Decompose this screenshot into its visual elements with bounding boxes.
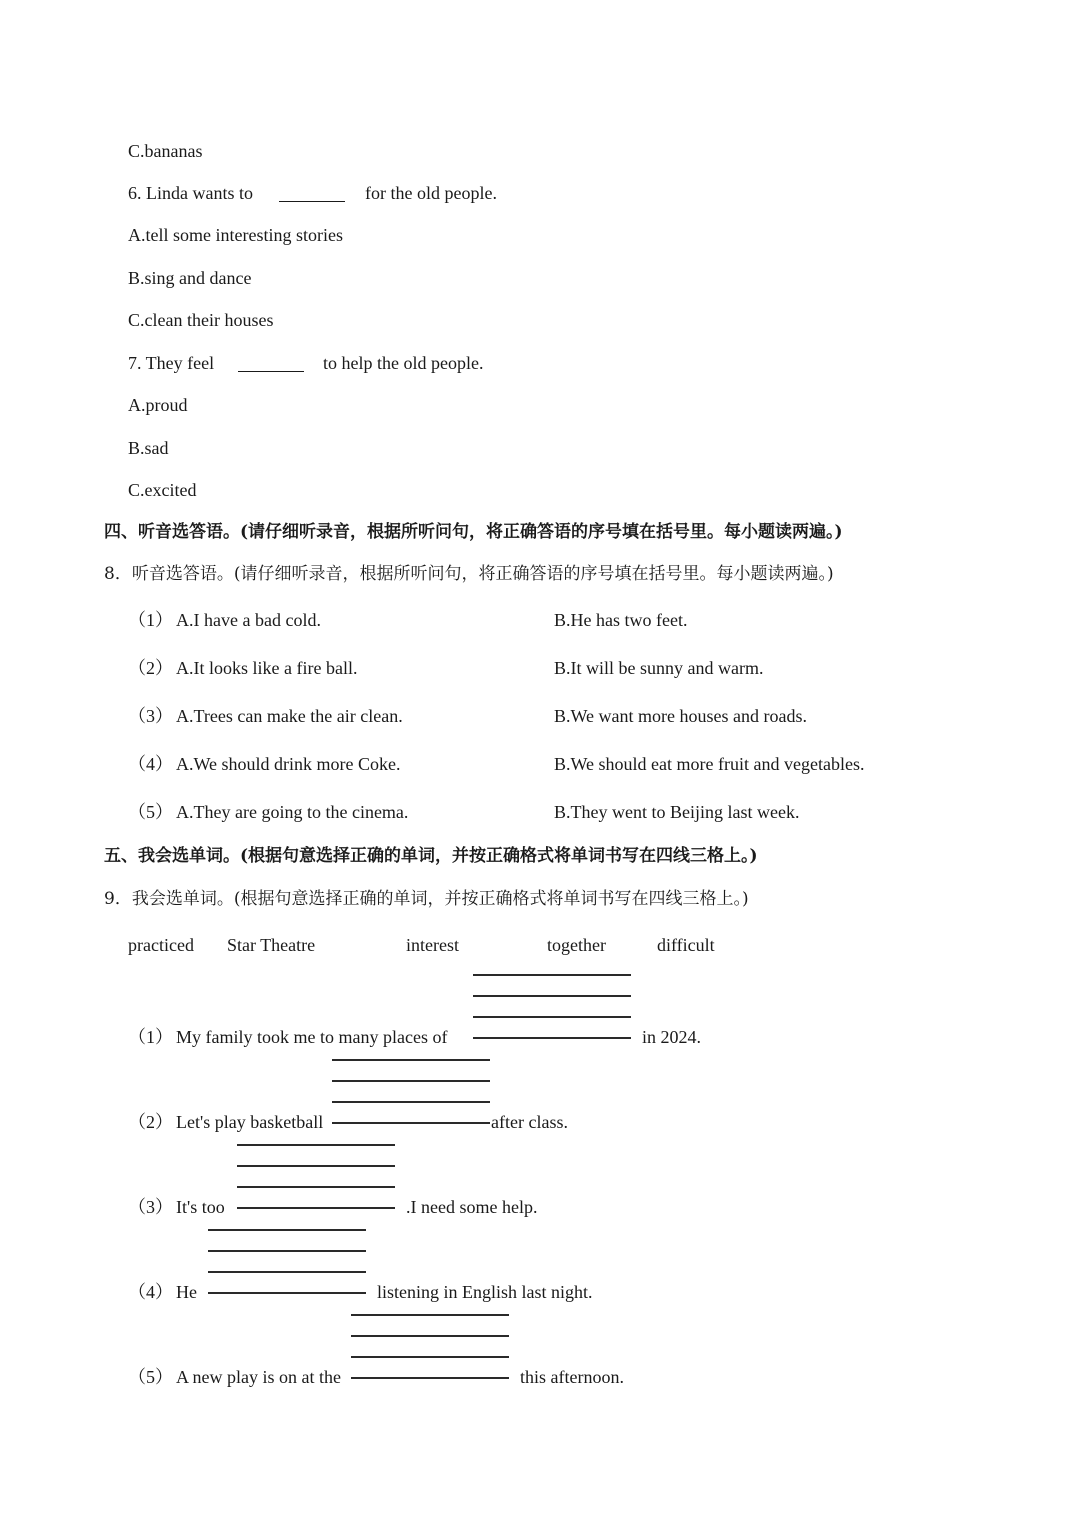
grid-line — [208, 1292, 366, 1294]
grid-line — [237, 1186, 395, 1188]
grid-line — [332, 1101, 490, 1103]
s5-item5-before: A new play is on at the — [176, 1367, 341, 1387]
s5-item1-after: in 2024. — [642, 1027, 702, 1047]
grid-line — [351, 1377, 509, 1379]
q6-option-c: C.clean their houses — [128, 310, 274, 330]
s4-item5-option-a[interactable]: A.They are going to the cinema. — [176, 802, 409, 822]
q7-option-b: B.sad — [128, 438, 169, 458]
q7-prefix: 7. They feel — [128, 353, 215, 373]
s5-item3-after: .I need some help. — [406, 1197, 538, 1217]
s5-item3-before: It's too — [176, 1197, 225, 1217]
s5-item1-before: My family took me to many places of — [176, 1027, 448, 1047]
grid-line — [351, 1335, 509, 1337]
grid-line — [237, 1165, 395, 1167]
q6-option-a: A.tell some interesting stories — [128, 225, 343, 245]
s5-item2-before: Let's play basketball — [176, 1112, 324, 1132]
q7-option-a: A.proud — [128, 395, 188, 415]
q7-suffix: to help the old people. — [323, 353, 484, 373]
grid-line — [208, 1250, 366, 1252]
word-bank-difficult: difficult — [657, 935, 715, 955]
s4-item1-option-b[interactable]: B.He has two feet. — [554, 610, 688, 630]
s4-item5-option-b[interactable]: B.They went to Beijing last week. — [554, 802, 800, 822]
word-bank-together: together — [547, 935, 606, 955]
grid-line — [332, 1059, 490, 1061]
q6-suffix: for the old people. — [365, 183, 497, 203]
section5-question: 9．我会选单词。(根据句意选择正确的单词，并按正确格式将单词书写在四线三格上。) — [104, 889, 749, 909]
grid-line — [208, 1229, 366, 1231]
s4-item4-option-a[interactable]: A.We should drink more Coke. — [176, 754, 401, 774]
q7-option-c: C.excited — [128, 480, 197, 500]
s5-item1-num: （1） — [128, 1027, 173, 1047]
s4-item1-option-a[interactable]: A.I have a bad cold. — [176, 610, 321, 630]
s4-item2-option-a[interactable]: A.It looks like a fire ball. — [176, 658, 358, 678]
word-bank-star-theatre: Star Theatre — [227, 935, 316, 955]
grid-line — [332, 1080, 490, 1082]
section5-heading: 五、我会选单词。(根据句意选择正确的单词，并按正确格式将单词书写在四线三格上。) — [104, 846, 758, 866]
grid-line — [332, 1122, 490, 1124]
s5-item4-before: He — [176, 1282, 197, 1302]
option-c-bananas: C.bananas — [128, 141, 203, 161]
word-bank-interest: interest — [406, 935, 459, 955]
s5-item2-after: after class. — [491, 1112, 568, 1132]
s4-item4-num: （4） — [128, 754, 173, 774]
word-bank-practiced: practiced — [128, 935, 194, 955]
s4-item1-num: （1） — [128, 610, 173, 630]
s4-item3-option-a[interactable]: A.Trees can make the air clean. — [176, 706, 403, 726]
s5-item2-num: （2） — [128, 1112, 173, 1132]
s4-item2-num: （2） — [128, 658, 173, 678]
s5-item5-num: （5） — [128, 1367, 173, 1387]
grid-line — [237, 1144, 395, 1146]
s4-item3-num: （3） — [128, 706, 173, 726]
grid-line — [208, 1271, 366, 1273]
s5-item3-num: （3） — [128, 1197, 173, 1217]
s5-item5-after: this afternoon. — [520, 1367, 624, 1387]
grid-line — [351, 1314, 509, 1316]
s5-item4-after: listening in English last night. — [377, 1282, 593, 1302]
grid-line — [473, 995, 631, 997]
grid-line — [473, 974, 631, 976]
s5-item4-num: （4） — [128, 1282, 173, 1302]
grid-line — [473, 1037, 631, 1039]
grid-line — [473, 1016, 631, 1018]
s4-item4-option-b[interactable]: B.We should eat more fruit and vegetables. — [554, 754, 865, 774]
q6-answer-blank[interactable] — [279, 201, 345, 202]
q6-prefix: 6. Linda wants to — [128, 183, 253, 203]
s4-item5-num: （5） — [128, 802, 173, 822]
section4-heading: 四、听音选答语。(请仔细听录音，根据所听问句，将正确答语的序号填在括号里。每小题读两遍。) — [104, 522, 843, 542]
s4-item2-option-b[interactable]: B.It will be sunny and warm. — [554, 658, 764, 678]
grid-line — [237, 1207, 395, 1209]
grid-line — [351, 1356, 509, 1358]
q7-answer-blank[interactable] — [238, 371, 304, 372]
s4-item3-option-b[interactable]: B.We want more houses and roads. — [554, 706, 807, 726]
section4-question: 8．听音选答语。(请仔细听录音，根据所听问句，将正确答语的序号填在括号里。每小题读两遍。) — [104, 564, 834, 584]
q6-option-b: B.sing and dance — [128, 268, 252, 288]
